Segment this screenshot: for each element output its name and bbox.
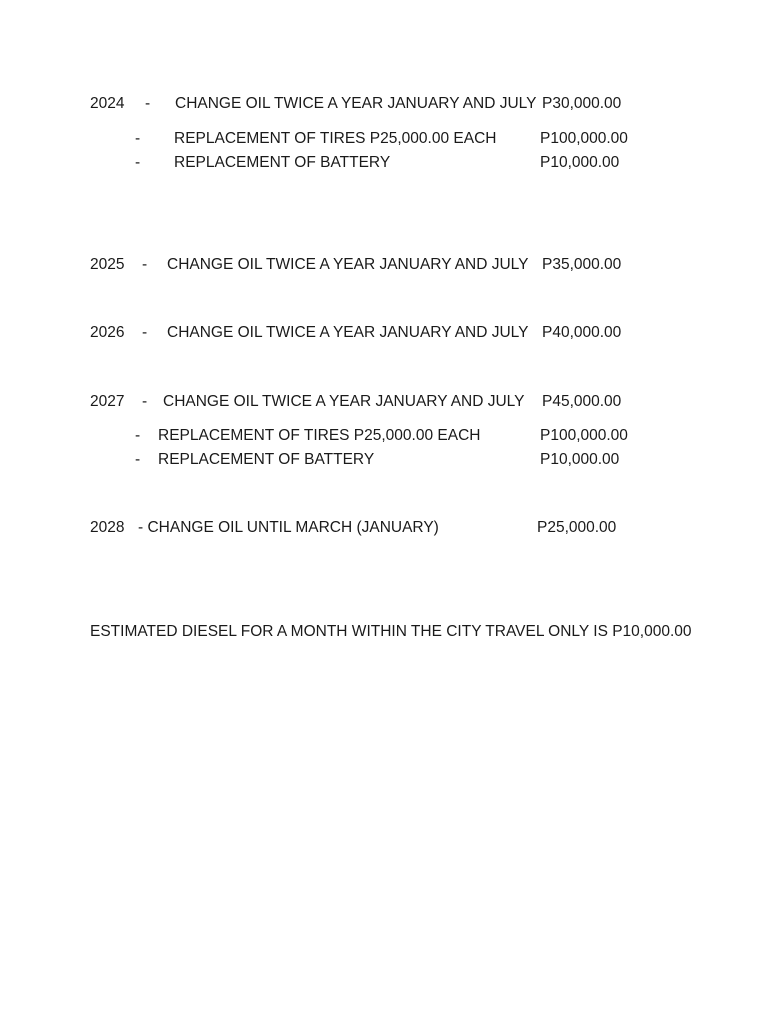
year-label: 2025 xyxy=(90,256,125,273)
item-description: REPLACEMENT OF TIRES P25,000.00 EACH xyxy=(158,427,481,444)
year-label: 2026 xyxy=(90,324,125,341)
item-dash: - xyxy=(142,393,148,410)
item-dash: - xyxy=(142,324,148,341)
item-description: REPLACEMENT OF TIRES P25,000.00 EACH xyxy=(174,130,497,147)
diesel-estimate-note: ESTIMATED DIESEL FOR A MONTH WITHIN THE CITY TRAVEL ONLY IS P10,000.00 xyxy=(90,623,692,640)
item-dash: - xyxy=(135,130,141,147)
item-description: CHANGE OIL TWICE A YEAR JANUARY AND JULY xyxy=(167,324,529,341)
year-label: 2027 xyxy=(90,393,125,410)
item-dash: - xyxy=(135,427,141,444)
item-dash: - xyxy=(135,154,141,171)
item-dash: - xyxy=(145,95,151,112)
item-amount: P100,000.00 xyxy=(540,427,628,444)
item-description: CHANGE OIL TWICE A YEAR JANUARY AND JULY xyxy=(163,393,525,410)
item-dash: - xyxy=(142,256,148,273)
item-description: CHANGE OIL TWICE A YEAR JANUARY AND JULY xyxy=(167,256,529,273)
year-label: 2024 xyxy=(90,95,125,112)
item-amount: P35,000.00 xyxy=(542,256,622,273)
item-amount: P45,000.00 xyxy=(542,393,622,410)
item-amount: P100,000.00 xyxy=(540,130,628,147)
item-description: REPLACEMENT OF BATTERY xyxy=(174,154,391,171)
item-amount: P10,000.00 xyxy=(540,451,620,468)
item-amount: P40,000.00 xyxy=(542,324,622,341)
item-dash: - xyxy=(135,451,141,468)
year-label: 2028 xyxy=(90,519,125,536)
item-amount: P30,000.00 xyxy=(542,95,622,112)
item-description: REPLACEMENT OF BATTERY xyxy=(158,451,375,468)
item-amount: P10,000.00 xyxy=(540,154,620,171)
item-description: - CHANGE OIL UNTIL MARCH (JANUARY) xyxy=(138,519,439,536)
item-description: CHANGE OIL TWICE A YEAR JANUARY AND JULY xyxy=(175,95,537,112)
item-amount: P25,000.00 xyxy=(537,519,617,536)
